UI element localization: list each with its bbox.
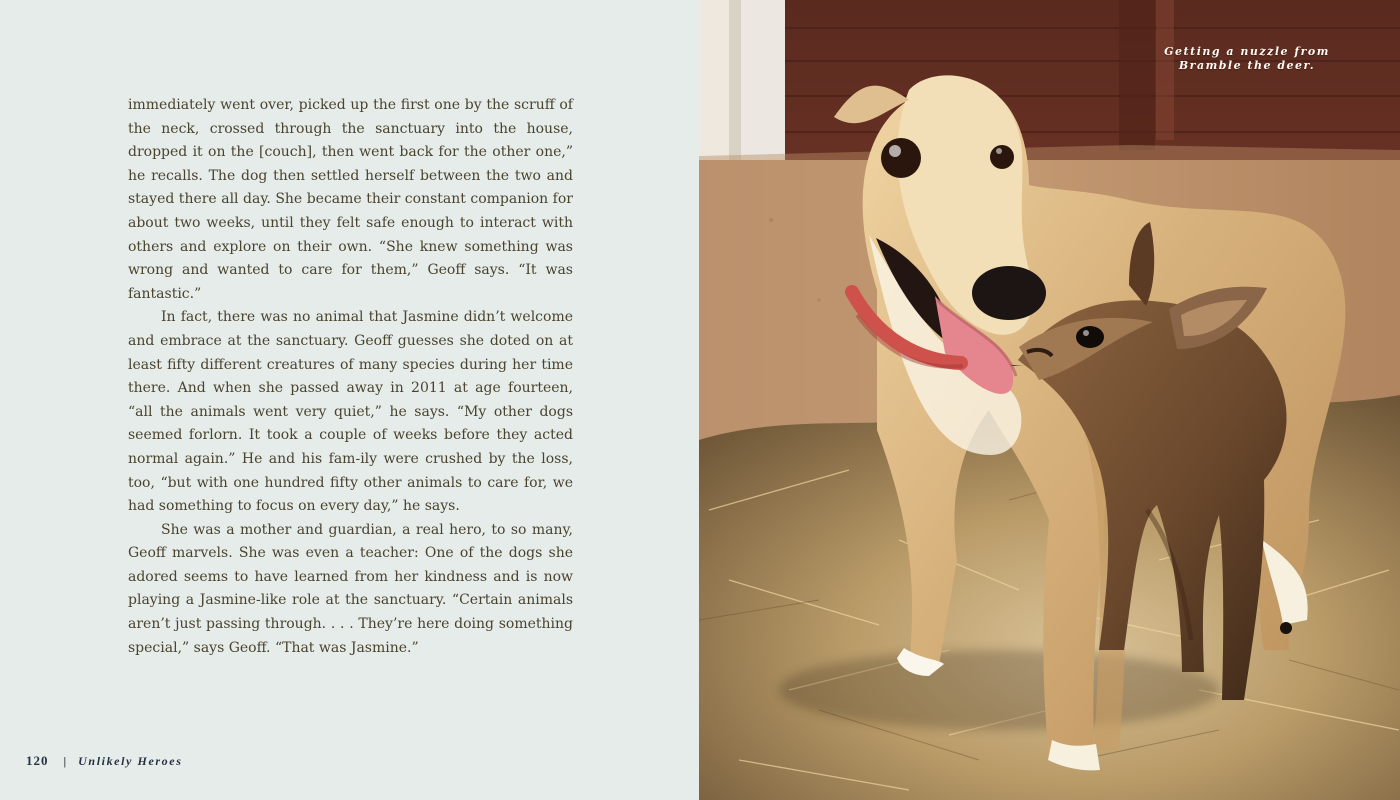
- photo-caption: [1152, 45, 1342, 73]
- book-title: Unlikely Heroes: [78, 753, 183, 768]
- footer-divider: |: [63, 753, 67, 768]
- caption-line-2: Bramble the deer.: [1178, 59, 1316, 72]
- paragraph-jasmine-welcome: In fact, there was no animal that Jasmine didn’t welcome and embrace at the sanctuary. Geoff guesses she doted on at least fifty different creatures of many species during her time there. And when she passed away in 2011 at age fourteen, “all the animals went very quiet,” he says. “My other dogs seemed forlorn. It took a couple of weeks before they acted normal again.” He and his fam-ily were crushed by the loss, too, “but with one hundred fifty other animals to care for, we had something to focus on every day,” he says.: [128, 309, 573, 515]
- photo-page: [699, 0, 1400, 800]
- dog-and-deer-photo: [699, 0, 1400, 800]
- body-text: [128, 94, 573, 660]
- caption-line-1: Getting a nuzzle from: [1164, 45, 1330, 58]
- left-page: [0, 0, 699, 800]
- paragraph-continued-story: immediately went over, picked up the first one by the scruff of the neck, crossed through the sanctuary into the house, dropped it on the [couch], then went back for the other one,” he recalls. The dog then settled herself between the two and stayed there all day. She became their constant companion for about two weeks, until they felt safe enough to interact with others and explore on their own. “She knew something was wrong and wanted to care for them,” Geoff says. “It was fantastic.”: [128, 97, 573, 302]
- paragraph-mother-guardian: She was a mother and guardian, a real hero, to so many, Geoff marvels. She was even a teacher: One of the dogs she adored seems to have learned from her kindness and is now playing a Jasmine-like role at the sanctuary. “Certain animals aren’t just passing through. . . . They’re here doing something special,” says Geoff. “That was Jasmine.”: [128, 521, 573, 656]
- page-number: 120: [26, 753, 49, 768]
- page-footer: [26, 751, 182, 771]
